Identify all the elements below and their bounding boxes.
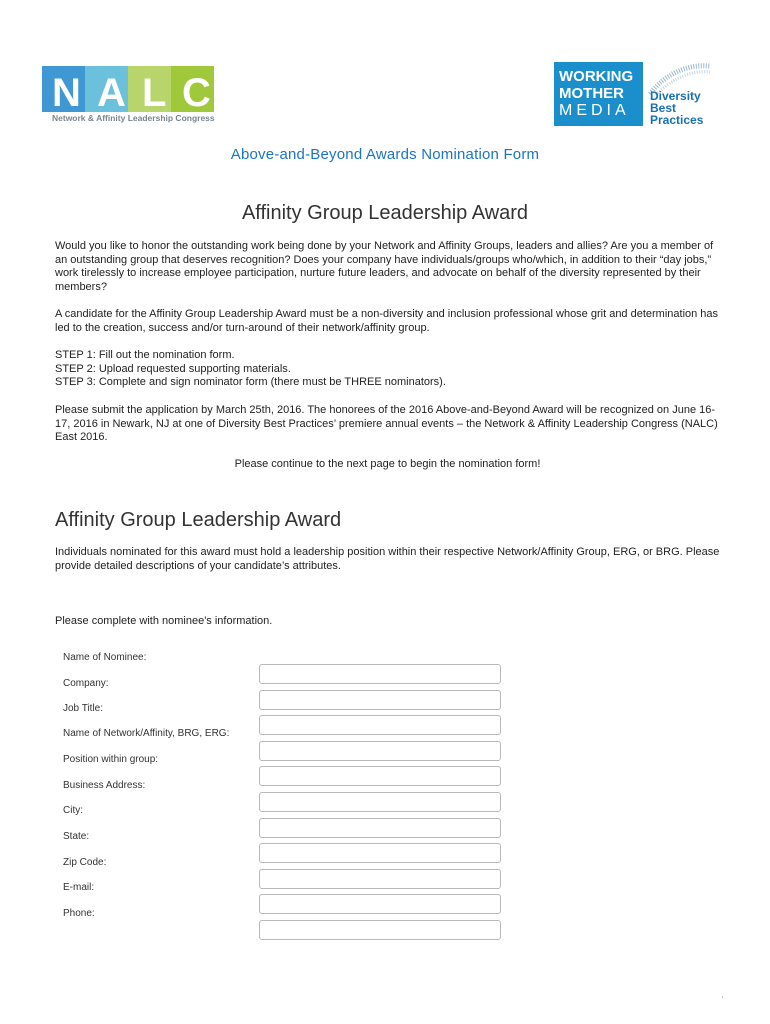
intro-text-2: A candidate for the Affinity Group Leadership Award must be a non-diversity and inclusion professional whose grit and determination has led to the creation, success and/or turn-around of their network/affinity group. xyxy=(55,308,719,334)
intro-paragraph-3 xyxy=(55,404,720,445)
nalc-logo xyxy=(42,66,214,124)
section-instruction xyxy=(55,615,720,629)
wmm-box xyxy=(554,62,643,126)
nalc-letter-n: N xyxy=(52,71,81,115)
working-mother-media-logo xyxy=(554,62,714,128)
label-state: State: xyxy=(63,831,90,842)
name-of-nominee-field[interactable] xyxy=(259,664,501,684)
continue-note-text: Please continue to the next page to begin the nomination form! xyxy=(234,458,541,470)
dbp-line-2: Best xyxy=(650,101,677,115)
award-title: Affinity Group Leadership Award xyxy=(241,202,529,224)
job-title-field[interactable] xyxy=(259,715,501,735)
section-description-text: Individuals nominated for this award must hold a leadership position within their respective Network/Affinity Group, ERG, or BRG. Please provide detailed descriptions of your candidate’s attributes. xyxy=(55,546,720,572)
email-field[interactable] xyxy=(259,894,501,914)
dbp-line-1: Diversity xyxy=(650,89,701,103)
nalc-letter-c: C xyxy=(182,71,211,115)
nalc-subtitle: Network & Affinity Leadership Congress xyxy=(52,113,215,123)
page-mark: ' xyxy=(722,997,724,1003)
intro-text-1: Would you like to honor the outstanding work being done by your Network and Affinity Groups, leaders and allies? Are you a member of an outstanding group that deserves recognition? Does your company have individuals/groups who/which, in addition to their “day jobs,” work tirelessly to increase employee participation, nurture future leaders, and advocate on behalf of the diversity represented by their members? xyxy=(55,240,714,293)
network-name-field[interactable] xyxy=(259,741,501,761)
business-address-field[interactable] xyxy=(259,792,501,812)
label-job-title: Job Title: xyxy=(63,703,104,714)
label-company: Company: xyxy=(63,678,109,689)
dbp-logo-text xyxy=(650,90,703,126)
step-2: STEP 2: Upload requested supporting materials. xyxy=(55,362,291,375)
step-3: STEP 3: Complete and sign nominator form (there must be THREE nominators). xyxy=(55,376,446,389)
step-1: STEP 1: Fill out the nomination form. xyxy=(55,349,235,361)
form-title: Above-and-Beyond Awards Nomination Form xyxy=(230,146,540,163)
label-name-of-nominee: Name of Nominee: xyxy=(63,652,147,663)
label-zip-code: Zip Code: xyxy=(63,857,107,868)
position-field[interactable] xyxy=(259,766,501,786)
state-field[interactable] xyxy=(259,843,501,863)
label-network-name: Name of Network/Affinity, BRG, ERG: xyxy=(63,728,230,739)
label-business-address: Business Address: xyxy=(63,780,146,791)
section-instruction-text: Please complete with nominee's information. xyxy=(55,615,273,627)
wmm-line-3: MEDIA xyxy=(559,102,630,119)
label-city: City: xyxy=(63,805,83,816)
dbp-line-3: Practices xyxy=(650,113,704,127)
wmm-line-2: MOTHER xyxy=(559,85,624,102)
company-field[interactable] xyxy=(259,690,501,710)
intro-paragraph-2 xyxy=(55,308,720,335)
zip-code-field[interactable] xyxy=(259,869,501,889)
nalc-letter-l: L xyxy=(142,71,167,115)
steps-list xyxy=(55,349,720,390)
phone-field[interactable] xyxy=(259,920,501,940)
section-title: Affinity Group Leadership Award xyxy=(55,509,342,531)
continue-note xyxy=(55,458,720,472)
section-description xyxy=(55,546,720,573)
nalc-letter-a: A xyxy=(97,71,126,115)
intro-paragraph-1 xyxy=(55,240,720,294)
label-email: E-mail: xyxy=(63,882,95,893)
wmm-line-1: WORKING xyxy=(559,68,634,85)
label-position: Position within group: xyxy=(63,754,159,765)
intro-text-3: Please submit the application by March 25th, 2016. The honorees of the 2016 Above-and-Beyond Award will be recognized on June 16-17, 2016 in Newark, NJ at one of Diversity Best Practices’ premiere annual events – the Network & Affinity Leadership Congress (NALC) East 2016. xyxy=(55,404,718,444)
label-phone: Phone: xyxy=(63,908,95,919)
city-field[interactable] xyxy=(259,818,501,838)
